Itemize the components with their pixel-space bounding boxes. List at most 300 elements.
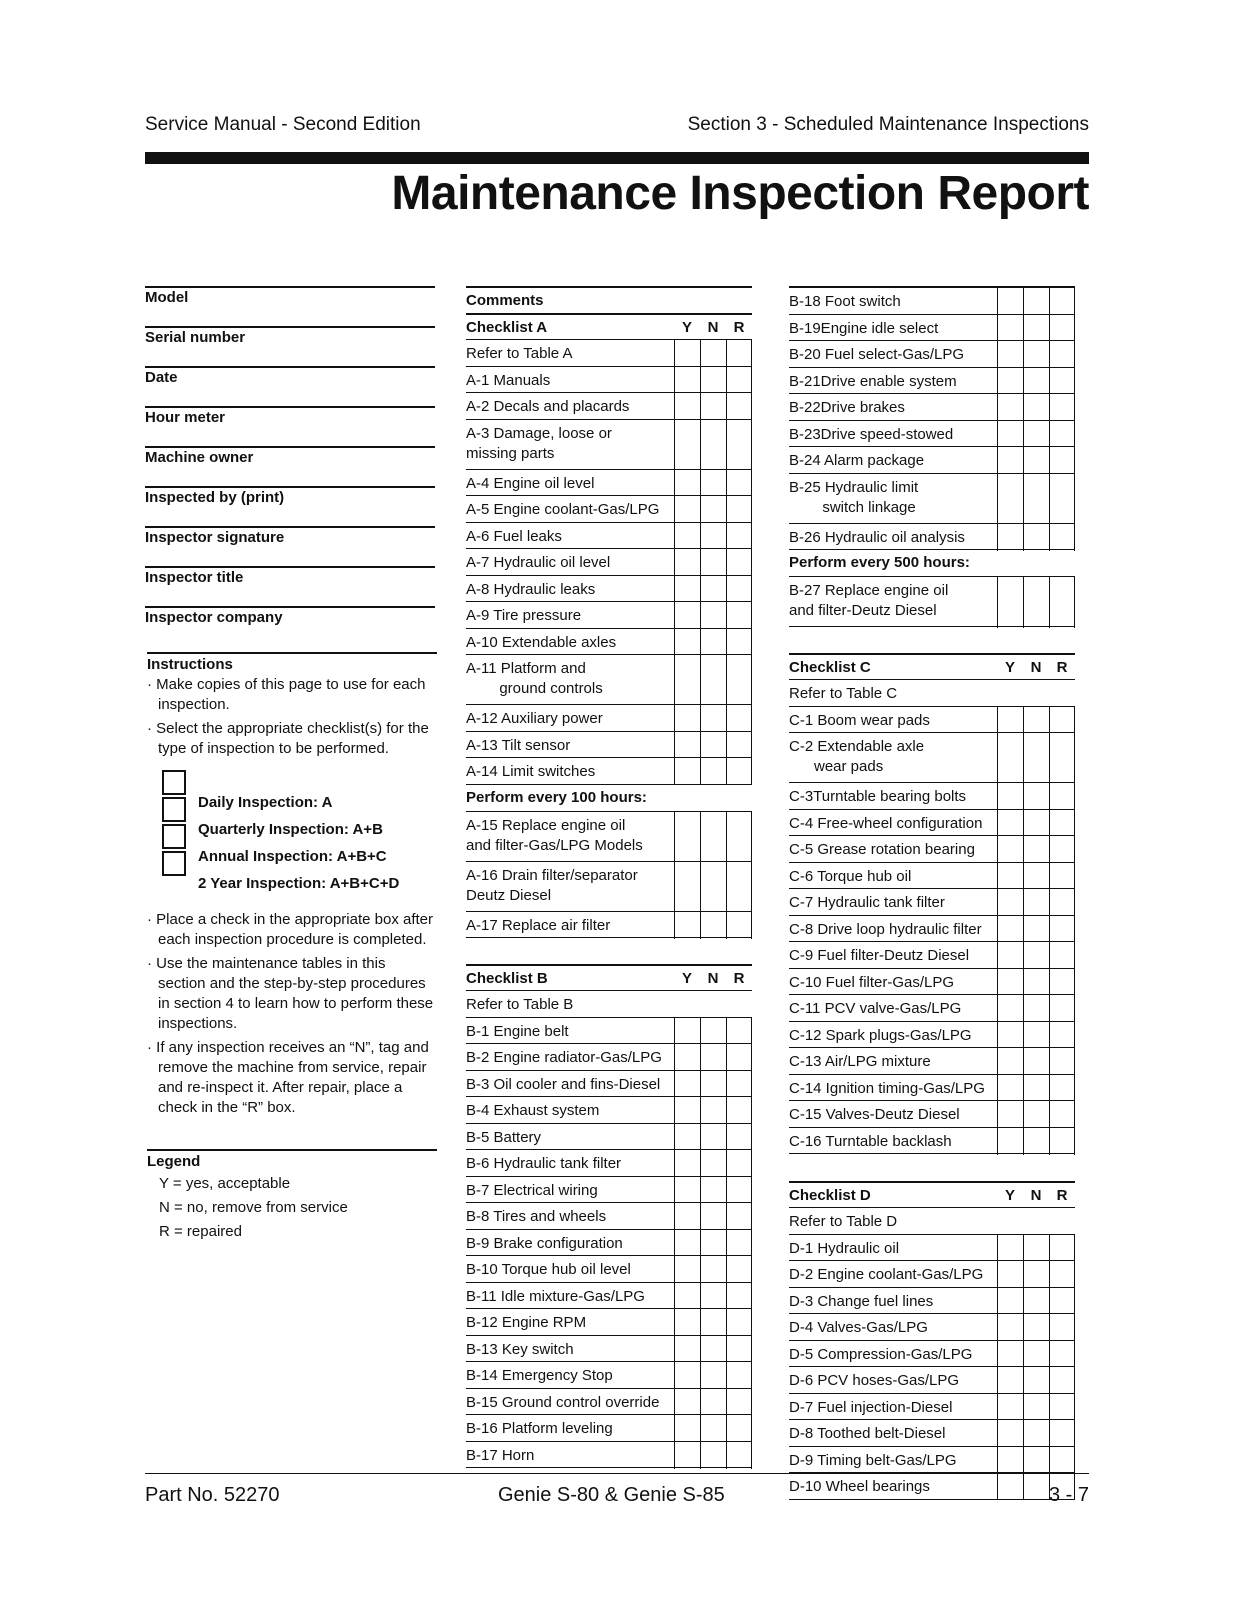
no-checkbox[interactable] <box>700 420 726 471</box>
checklist-item-label: B-10 Torque hub oil level <box>466 1261 631 1278</box>
legend-item: N = no, remove from service <box>159 1199 348 1216</box>
no-checkbox[interactable] <box>1023 577 1049 628</box>
yes-checkbox[interactable] <box>997 474 1023 525</box>
checklist-item-label: A-16 Drain filter/separator Deutz Diesel <box>466 866 638 904</box>
no-checkbox[interactable] <box>700 812 726 863</box>
yes-checkbox[interactable] <box>997 783 1023 810</box>
no-checkbox[interactable] <box>1023 810 1049 837</box>
yes-checkbox[interactable] <box>997 707 1023 734</box>
yes-checkbox[interactable] <box>997 368 1023 395</box>
repaired-checkbox[interactable] <box>1049 1235 1075 1262</box>
no-checkbox[interactable] <box>700 1362 726 1389</box>
checklist-item <box>789 1101 1075 1128</box>
yes-checkbox[interactable] <box>674 1230 700 1257</box>
checklist-item-label: B-8 Tires and wheels <box>466 1208 607 1225</box>
repaired-checkbox[interactable] <box>1049 1367 1075 1394</box>
no-checkbox[interactable] <box>1023 1367 1049 1394</box>
no-checkbox[interactable] <box>700 1230 726 1257</box>
no-checkbox[interactable] <box>1023 1314 1049 1341</box>
checklist-item <box>789 524 1075 551</box>
repaired-checkbox[interactable] <box>726 393 752 420</box>
yes-checkbox[interactable] <box>674 1362 700 1389</box>
repaired-checkbox[interactable] <box>1049 1341 1075 1368</box>
yes-checkbox[interactable] <box>997 341 1023 368</box>
no-checkbox[interactable] <box>1023 1473 1049 1500</box>
yes-checkbox[interactable] <box>997 836 1023 863</box>
repaired-checkbox[interactable] <box>1049 810 1075 837</box>
repaired-checkbox[interactable] <box>726 1442 752 1469</box>
repaired-checkbox[interactable] <box>1049 341 1075 368</box>
no-checkbox[interactable] <box>1023 916 1049 943</box>
no-checkbox[interactable] <box>700 655 726 706</box>
no-checkbox[interactable] <box>1023 1420 1049 1447</box>
yes-checkbox[interactable] <box>674 1071 700 1098</box>
repaired-checkbox[interactable] <box>1049 315 1075 342</box>
repaired-checkbox[interactable] <box>726 732 752 759</box>
no-checkbox[interactable] <box>700 629 726 656</box>
no-checkbox[interactable] <box>700 758 726 785</box>
yes-checkbox[interactable] <box>997 394 1023 421</box>
no-checkbox[interactable] <box>1023 474 1049 525</box>
yes-checkbox[interactable] <box>997 1447 1023 1474</box>
checklist-title: Checklist C <box>789 659 871 676</box>
yes-checkbox[interactable] <box>997 1288 1023 1315</box>
checklist-item-label: A-9 Tire pressure <box>466 607 582 624</box>
no-checkbox[interactable] <box>1023 863 1049 890</box>
yes-checkbox[interactable] <box>674 655 700 706</box>
field-label: Hour meter <box>145 406 435 444</box>
instruction-item: · If any inspection receives an “N”, tag and remove the machine from service, repair and re-inspect it. After repair, place a check in the “R” box. <box>147 1039 429 1116</box>
yes-checkbox[interactable] <box>997 1394 1023 1421</box>
instruction-item: · Place a check in the appropriate box after each inspection procedure is completed. <box>147 911 433 948</box>
yes-checkbox[interactable] <box>674 523 700 550</box>
checklist-item-label: Refer to Table D <box>789 1213 898 1230</box>
yes-checkbox[interactable] <box>997 1341 1023 1368</box>
repaired-checkbox[interactable] <box>1049 707 1075 734</box>
repaired-checkbox[interactable] <box>1049 836 1075 863</box>
repaired-checkbox[interactable] <box>1049 447 1075 474</box>
repaired-checkbox[interactable] <box>726 1097 752 1124</box>
repaired-checkbox[interactable] <box>1049 916 1075 943</box>
middle-column <box>466 286 752 1468</box>
yes-checkbox[interactable] <box>997 1128 1023 1155</box>
repaired-checkbox[interactable] <box>1049 288 1075 315</box>
inspection-checkbox[interactable] <box>162 824 186 849</box>
no-checkbox[interactable] <box>1023 421 1049 448</box>
yes-checkbox[interactable] <box>997 889 1023 916</box>
yes-checkbox[interactable] <box>674 1177 700 1204</box>
checklist-item-label: C-7 Hydraulic tank filter <box>789 894 945 911</box>
no-checkbox[interactable] <box>700 1389 726 1416</box>
checklist-item <box>789 1420 1075 1447</box>
yes-checkbox[interactable] <box>674 496 700 523</box>
repaired-checkbox[interactable] <box>726 1124 752 1151</box>
yes-checkbox[interactable] <box>674 705 700 732</box>
interval-heading <box>789 550 1075 577</box>
yes-checkbox[interactable] <box>674 1389 700 1416</box>
no-checkbox[interactable] <box>1023 707 1049 734</box>
repaired-checkbox[interactable] <box>726 1389 752 1416</box>
yes-checkbox[interactable] <box>997 916 1023 943</box>
checklist-item <box>466 1203 752 1230</box>
yes-checkbox[interactable] <box>997 1420 1023 1447</box>
repaired-checkbox[interactable] <box>1049 995 1075 1022</box>
no-checkbox[interactable] <box>1023 783 1049 810</box>
repaired-checkbox[interactable] <box>1049 577 1075 628</box>
yes-checkbox[interactable] <box>674 758 700 785</box>
checklist-item <box>466 1362 752 1389</box>
checklist-item <box>466 1442 752 1469</box>
column-header-r: R <box>733 319 745 336</box>
no-checkbox[interactable] <box>1023 995 1049 1022</box>
yes-checkbox[interactable] <box>674 470 700 497</box>
repaired-checkbox[interactable] <box>1049 1101 1075 1128</box>
checklist-item <box>466 655 752 705</box>
no-checkbox[interactable] <box>1023 1261 1049 1288</box>
no-checkbox[interactable] <box>700 1044 726 1071</box>
interval-heading-label: Perform every 500 hours: <box>789 554 970 571</box>
checklist-item-label: A-5 Engine coolant-Gas/LPG <box>466 501 660 518</box>
no-checkbox[interactable] <box>700 523 726 550</box>
checklist-item <box>789 810 1075 837</box>
no-checkbox[interactable] <box>700 862 726 913</box>
checklist-item <box>466 629 752 656</box>
no-checkbox[interactable] <box>700 367 726 394</box>
checklist-item-label: A-13 Tilt sensor <box>466 736 571 754</box>
yes-checkbox[interactable] <box>674 420 700 471</box>
repaired-checkbox[interactable] <box>726 470 752 497</box>
yes-checkbox[interactable] <box>997 1101 1023 1128</box>
no-checkbox[interactable] <box>700 1018 726 1045</box>
repaired-checkbox[interactable] <box>1049 394 1075 421</box>
checklist-item-label: A-6 Fuel leaks <box>466 527 562 545</box>
repaired-checkbox[interactable] <box>1049 1394 1075 1421</box>
checklist-item <box>466 496 752 523</box>
yes-checkbox[interactable] <box>997 810 1023 837</box>
checklist-item-label: B-4 Exhaust system <box>466 1102 600 1119</box>
legend-item: R = repaired <box>159 1223 242 1240</box>
no-checkbox[interactable] <box>1023 447 1049 474</box>
yes-checkbox[interactable] <box>674 393 700 420</box>
repaired-checkbox[interactable] <box>726 1018 752 1045</box>
yes-checkbox[interactable] <box>674 1097 700 1124</box>
checklist-item <box>789 1128 1075 1155</box>
comments-label: Comments <box>466 292 544 309</box>
yes-checkbox[interactable] <box>997 1048 1023 1075</box>
column-header-y: Y <box>681 319 692 336</box>
no-checkbox[interactable] <box>700 1097 726 1124</box>
no-checkbox[interactable] <box>1023 942 1049 969</box>
yes-checkbox[interactable] <box>997 1261 1023 1288</box>
yes-checkbox[interactable] <box>997 421 1023 448</box>
repaired-checkbox[interactable] <box>1049 969 1075 996</box>
checklist-item-label: C-4 Free-wheel configuration <box>789 814 983 832</box>
repaired-checkbox[interactable] <box>1049 1261 1075 1288</box>
checklist-item-label: C-6 Torque hub oil <box>789 867 912 885</box>
yes-checkbox[interactable] <box>674 862 700 913</box>
no-checkbox[interactable] <box>1023 1447 1049 1474</box>
yes-checkbox[interactable] <box>674 812 700 863</box>
checklist-item <box>789 707 1075 734</box>
repaired-checkbox[interactable] <box>726 549 752 576</box>
repaired-checkbox[interactable] <box>1049 733 1075 784</box>
yes-checkbox[interactable] <box>674 602 700 629</box>
yes-checkbox[interactable] <box>674 1150 700 1177</box>
checklist-item-label: B-1 Engine belt <box>466 1022 569 1040</box>
yes-checkbox[interactable] <box>674 576 700 603</box>
checklist-item-label: B-16 Platform leveling <box>466 1420 613 1437</box>
checklist-item <box>466 1415 752 1442</box>
yes-checkbox[interactable] <box>674 1442 700 1469</box>
yes-checkbox[interactable] <box>997 288 1023 315</box>
yes-checkbox[interactable] <box>997 1022 1023 1049</box>
column-header-y: Y <box>1004 1187 1015 1204</box>
checklist-item <box>789 1473 1075 1500</box>
repaired-checkbox[interactable] <box>1049 1048 1075 1075</box>
yes-checkbox[interactable] <box>674 367 700 394</box>
no-checkbox[interactable] <box>700 1309 726 1336</box>
repaired-checkbox[interactable] <box>726 758 752 785</box>
no-checkbox[interactable] <box>1023 1394 1049 1421</box>
no-checkbox[interactable] <box>1023 733 1049 784</box>
repaired-checkbox[interactable] <box>1049 863 1075 890</box>
repaired-checkbox[interactable] <box>726 420 752 471</box>
field-label: Date <box>145 366 435 404</box>
yes-checkbox[interactable] <box>674 912 700 939</box>
yes-checkbox[interactable] <box>674 1336 700 1363</box>
no-checkbox[interactable] <box>700 1177 726 1204</box>
checklist-item <box>789 394 1075 421</box>
yes-checkbox[interactable] <box>997 315 1023 342</box>
repaired-checkbox[interactable] <box>726 1309 752 1336</box>
no-checkbox[interactable] <box>700 1124 726 1151</box>
no-checkbox[interactable] <box>1023 524 1049 551</box>
no-checkbox[interactable] <box>1023 315 1049 342</box>
yes-checkbox[interactable] <box>997 995 1023 1022</box>
repaired-checkbox[interactable] <box>1049 1075 1075 1102</box>
column-header-r: R <box>733 970 745 987</box>
repaired-checkbox[interactable] <box>1049 942 1075 969</box>
yes-checkbox[interactable] <box>997 1314 1023 1341</box>
header-rule <box>145 152 1089 164</box>
no-checkbox[interactable] <box>1023 394 1049 421</box>
checklist-item <box>789 1314 1075 1341</box>
yes-checkbox[interactable] <box>997 1473 1023 1500</box>
footer-rule <box>145 1473 1089 1474</box>
yes-checkbox[interactable] <box>997 524 1023 551</box>
no-checkbox[interactable] <box>1023 368 1049 395</box>
no-checkbox[interactable] <box>1023 288 1049 315</box>
checklist-item-label: B-13 Key switch <box>466 1340 574 1358</box>
repaired-checkbox[interactable] <box>1049 1447 1075 1474</box>
no-checkbox[interactable] <box>1023 1101 1049 1128</box>
no-checkbox[interactable] <box>1023 341 1049 368</box>
no-checkbox[interactable] <box>700 1203 726 1230</box>
yes-checkbox[interactable] <box>997 733 1023 784</box>
repaired-checkbox[interactable] <box>726 1044 752 1071</box>
repaired-checkbox[interactable] <box>726 812 752 863</box>
yes-checkbox[interactable] <box>997 942 1023 969</box>
yes-checkbox[interactable] <box>997 1367 1023 1394</box>
repaired-checkbox[interactable] <box>726 367 752 394</box>
no-checkbox[interactable] <box>1023 1235 1049 1262</box>
checklist-item <box>466 1230 752 1257</box>
inspection-checkbox[interactable] <box>162 770 186 795</box>
spacer <box>789 1154 1075 1181</box>
checklist-item-label: A-1 Manuals <box>466 371 551 389</box>
yes-checkbox[interactable] <box>997 447 1023 474</box>
no-checkbox[interactable] <box>700 549 726 576</box>
spacer <box>466 938 752 964</box>
repaired-checkbox[interactable] <box>726 1283 752 1310</box>
no-checkbox[interactable] <box>700 576 726 603</box>
checklist-item-label: C-5 Grease rotation bearing <box>789 841 975 858</box>
yes-checkbox[interactable] <box>997 969 1023 996</box>
checklist-item-label: C-2 Extendable axle wear pads <box>789 738 925 775</box>
repaired-checkbox[interactable] <box>1049 474 1075 525</box>
repaired-checkbox[interactable] <box>726 1203 752 1230</box>
yes-checkbox[interactable] <box>997 1075 1023 1102</box>
repaired-checkbox[interactable] <box>726 523 752 550</box>
repaired-checkbox[interactable] <box>726 655 752 706</box>
repaired-checkbox[interactable] <box>726 1256 752 1283</box>
repaired-checkbox[interactable] <box>1049 368 1075 395</box>
repaired-checkbox[interactable] <box>726 1230 752 1257</box>
yes-checkbox[interactable] <box>674 549 700 576</box>
checklist-item-label: C-8 Drive loop hydraulic filter <box>789 920 982 938</box>
no-checkbox[interactable] <box>700 1283 726 1310</box>
repaired-checkbox[interactable] <box>726 576 752 603</box>
footer-part-number: Part No. 52270 <box>145 1484 280 1506</box>
no-checkbox[interactable] <box>1023 836 1049 863</box>
yes-checkbox[interactable] <box>997 1235 1023 1262</box>
repaired-checkbox[interactable] <box>726 912 752 939</box>
yes-checkbox[interactable] <box>674 1044 700 1071</box>
checklist-item <box>789 836 1075 863</box>
checklist-item <box>789 1288 1075 1315</box>
no-checkbox[interactable] <box>1023 969 1049 996</box>
checklist-item-label: D-4 Valves-Gas/LPG <box>789 1319 928 1336</box>
repaired-checkbox[interactable] <box>1049 1314 1075 1341</box>
repaired-checkbox[interactable] <box>1049 421 1075 448</box>
repaired-checkbox[interactable] <box>726 705 752 732</box>
yes-checkbox[interactable] <box>674 1415 700 1442</box>
column-header-y: Y <box>1004 659 1015 676</box>
repaired-checkbox[interactable] <box>1049 889 1075 916</box>
repaired-checkbox[interactable] <box>1049 1128 1075 1155</box>
checklist-item-label: B-27 Replace engine oil and filter-Deutz Diesel <box>789 582 949 619</box>
yes-checkbox[interactable] <box>674 629 700 656</box>
checklist-item-label: C-10 Fuel filter-Gas/LPG <box>789 973 955 991</box>
checklist-item-label: A-3 Damage, loose or missing parts <box>466 424 612 462</box>
inspection-checkbox[interactable] <box>162 851 186 876</box>
no-checkbox[interactable] <box>700 340 726 367</box>
checklist-item <box>466 1283 752 1310</box>
checklist-item <box>789 474 1075 524</box>
no-checkbox[interactable] <box>700 1442 726 1469</box>
checklist-title: Checklist A <box>466 319 548 336</box>
checklist-item <box>789 889 1075 916</box>
no-checkbox[interactable] <box>1023 1075 1049 1102</box>
no-checkbox[interactable] <box>1023 1022 1049 1049</box>
no-checkbox[interactable] <box>700 1415 726 1442</box>
repaired-checkbox[interactable] <box>1049 1288 1075 1315</box>
checklist-b-continued <box>789 286 1075 550</box>
no-checkbox[interactable] <box>1023 1288 1049 1315</box>
checklist-item <box>466 549 752 576</box>
yes-checkbox[interactable] <box>674 1256 700 1283</box>
checklist-item <box>466 420 752 470</box>
yes-checkbox[interactable] <box>674 340 700 367</box>
checklist-item-label: A-10 Extendable axles <box>466 633 617 651</box>
no-checkbox[interactable] <box>700 912 726 939</box>
repaired-checkbox[interactable] <box>1049 1022 1075 1049</box>
yes-checkbox[interactable] <box>674 1018 700 1045</box>
repaired-checkbox[interactable] <box>726 496 752 523</box>
checklist-item-label: D-7 Fuel injection-Diesel <box>789 1398 953 1416</box>
interval-heading-label: Perform every 100 hours: <box>466 788 647 806</box>
yes-checkbox[interactable] <box>674 1283 700 1310</box>
yes-checkbox[interactable] <box>997 577 1023 628</box>
no-checkbox[interactable] <box>700 393 726 420</box>
no-checkbox[interactable] <box>1023 1048 1049 1075</box>
no-checkbox[interactable] <box>700 1150 726 1177</box>
yes-checkbox[interactable] <box>674 1124 700 1151</box>
repaired-checkbox[interactable] <box>726 629 752 656</box>
yes-checkbox[interactable] <box>674 1203 700 1230</box>
spacer <box>789 627 1075 653</box>
checklist-item <box>466 1150 752 1177</box>
repaired-checkbox[interactable] <box>726 862 752 913</box>
checklist-item <box>466 705 752 732</box>
no-checkbox[interactable] <box>700 1336 726 1363</box>
checklist-item <box>789 341 1075 368</box>
no-checkbox[interactable] <box>700 732 726 759</box>
repaired-checkbox[interactable] <box>726 1071 752 1098</box>
instruction-item: · Select the appropriate checklist(s) for the type of inspection to be performed. <box>147 720 429 757</box>
repaired-checkbox[interactable] <box>1049 783 1075 810</box>
repaired-checkbox[interactable] <box>726 1415 752 1442</box>
repaired-checkbox[interactable] <box>726 1336 752 1363</box>
inspection-checkbox[interactable] <box>162 797 186 822</box>
no-checkbox[interactable] <box>700 1256 726 1283</box>
no-checkbox[interactable] <box>700 496 726 523</box>
no-checkbox[interactable] <box>1023 889 1049 916</box>
no-checkbox[interactable] <box>700 705 726 732</box>
yes-checkbox[interactable] <box>674 1309 700 1336</box>
repaired-checkbox[interactable] <box>726 1362 752 1389</box>
repaired-checkbox[interactable] <box>726 602 752 629</box>
no-checkbox[interactable] <box>1023 1128 1049 1155</box>
no-checkbox[interactable] <box>1023 1341 1049 1368</box>
repaired-checkbox[interactable] <box>1049 524 1075 551</box>
repaired-checkbox[interactable] <box>726 1177 752 1204</box>
repaired-checkbox[interactable] <box>1049 1420 1075 1447</box>
checklist-item-label: B-20 Fuel select-Gas/LPG <box>789 346 965 363</box>
checklist-item-label: B-3 Oil cooler and fins-Diesel <box>466 1075 661 1093</box>
legend-heading: Legend <box>147 1153 201 1170</box>
no-checkbox[interactable] <box>700 1071 726 1098</box>
instructions <box>147 652 437 763</box>
repaired-checkbox[interactable] <box>726 1150 752 1177</box>
checklist-item <box>466 912 752 939</box>
checklist-item-label: Refer to Table A <box>466 345 573 362</box>
no-checkbox[interactable] <box>700 470 726 497</box>
no-checkbox[interactable] <box>700 602 726 629</box>
yes-checkbox[interactable] <box>997 863 1023 890</box>
repaired-checkbox[interactable] <box>726 340 752 367</box>
yes-checkbox[interactable] <box>674 732 700 759</box>
